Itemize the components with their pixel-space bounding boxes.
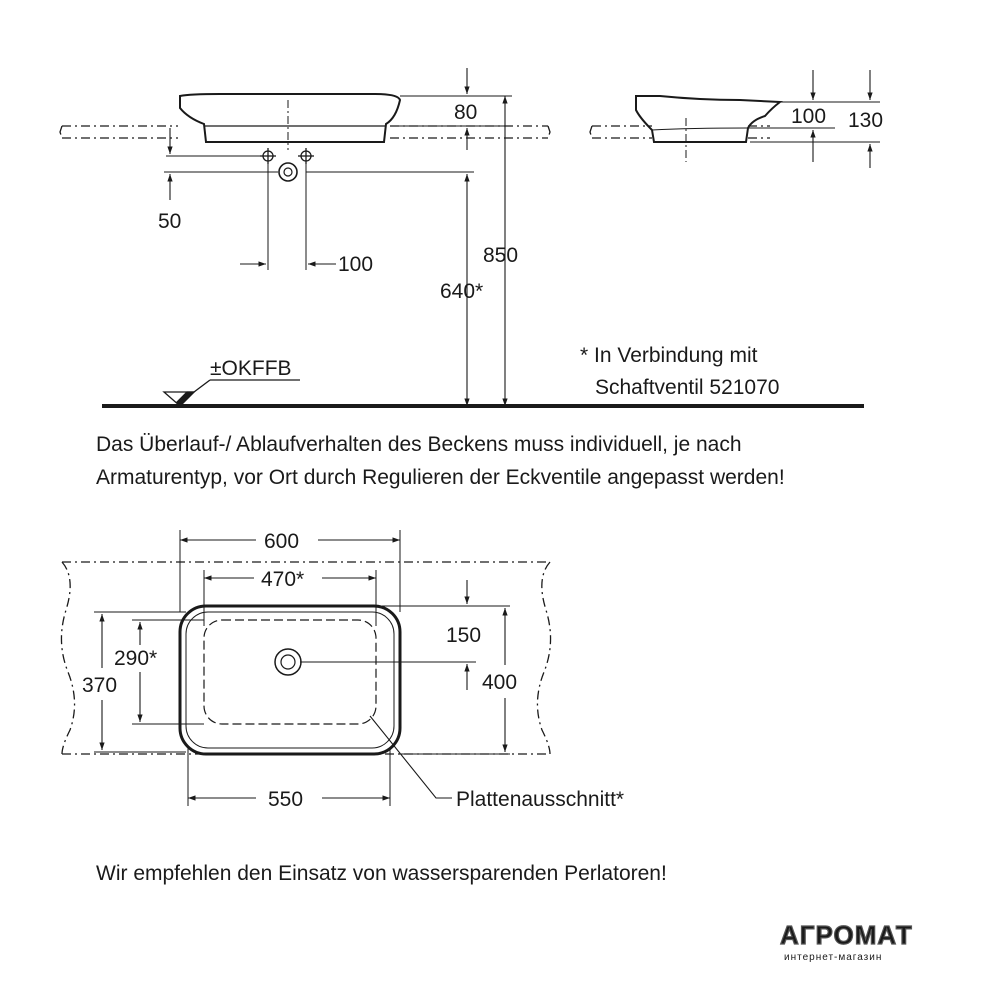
dim-290: 290* — [114, 647, 158, 670]
dim-550: 550 — [268, 788, 304, 811]
dim-100-side: 100 — [338, 253, 374, 276]
profile-view-labels — [791, 105, 883, 132]
plan-view-labels — [82, 530, 624, 811]
drain-circle — [279, 163, 297, 181]
dim-470: 470* — [261, 568, 305, 591]
overflow-note — [96, 433, 785, 489]
watermark-brand: АГРОМАТ — [780, 920, 913, 950]
basin-profile-outline — [636, 96, 780, 142]
overflow-note-line2: Armaturentyp, vor Ort durch Regulieren der Eckventile angepasst werden! — [96, 466, 785, 489]
dim-50: 50 — [158, 210, 182, 233]
watermark — [780, 920, 913, 963]
dim-850: 850 — [483, 244, 519, 267]
dim-370: 370 — [82, 674, 118, 697]
tap-connections — [260, 148, 314, 164]
dim-80: 80 — [454, 101, 478, 124]
dim-600: 600 — [264, 530, 300, 553]
recommendation-note: Wir empfehlen den Einsatz von wassersparenden Perlatoren! — [96, 862, 667, 885]
basin-bowl-outline — [204, 620, 376, 724]
floor-level-symbol — [164, 380, 300, 406]
countertop-outline — [60, 126, 550, 138]
profile-view — [590, 70, 880, 168]
basin-outer-rim — [180, 606, 400, 754]
dim-640: 640* — [440, 280, 484, 303]
cutout-leader — [370, 716, 452, 798]
overflow-note-line1: Das Überlauf-/ Ablaufverhalten des Beckens muss individuell, je nach — [96, 433, 742, 456]
footnote-line2: Schaftventil 521070 — [595, 376, 780, 399]
footnote-line1: * In Verbindung mit — [580, 344, 758, 367]
plan-drain — [275, 649, 301, 675]
dim-400: 400 — [482, 671, 518, 694]
floor-level-label: ±OKFFB — [210, 357, 292, 380]
watermark-tagline: интернет-магазин — [784, 952, 883, 963]
dim-150: 150 — [446, 624, 482, 647]
cutout-label: Plattenausschnitt* — [456, 788, 625, 811]
dim-130: 130 — [848, 109, 884, 132]
dim-100-profile: 100 — [791, 105, 827, 128]
basin-side-outline — [180, 94, 400, 142]
